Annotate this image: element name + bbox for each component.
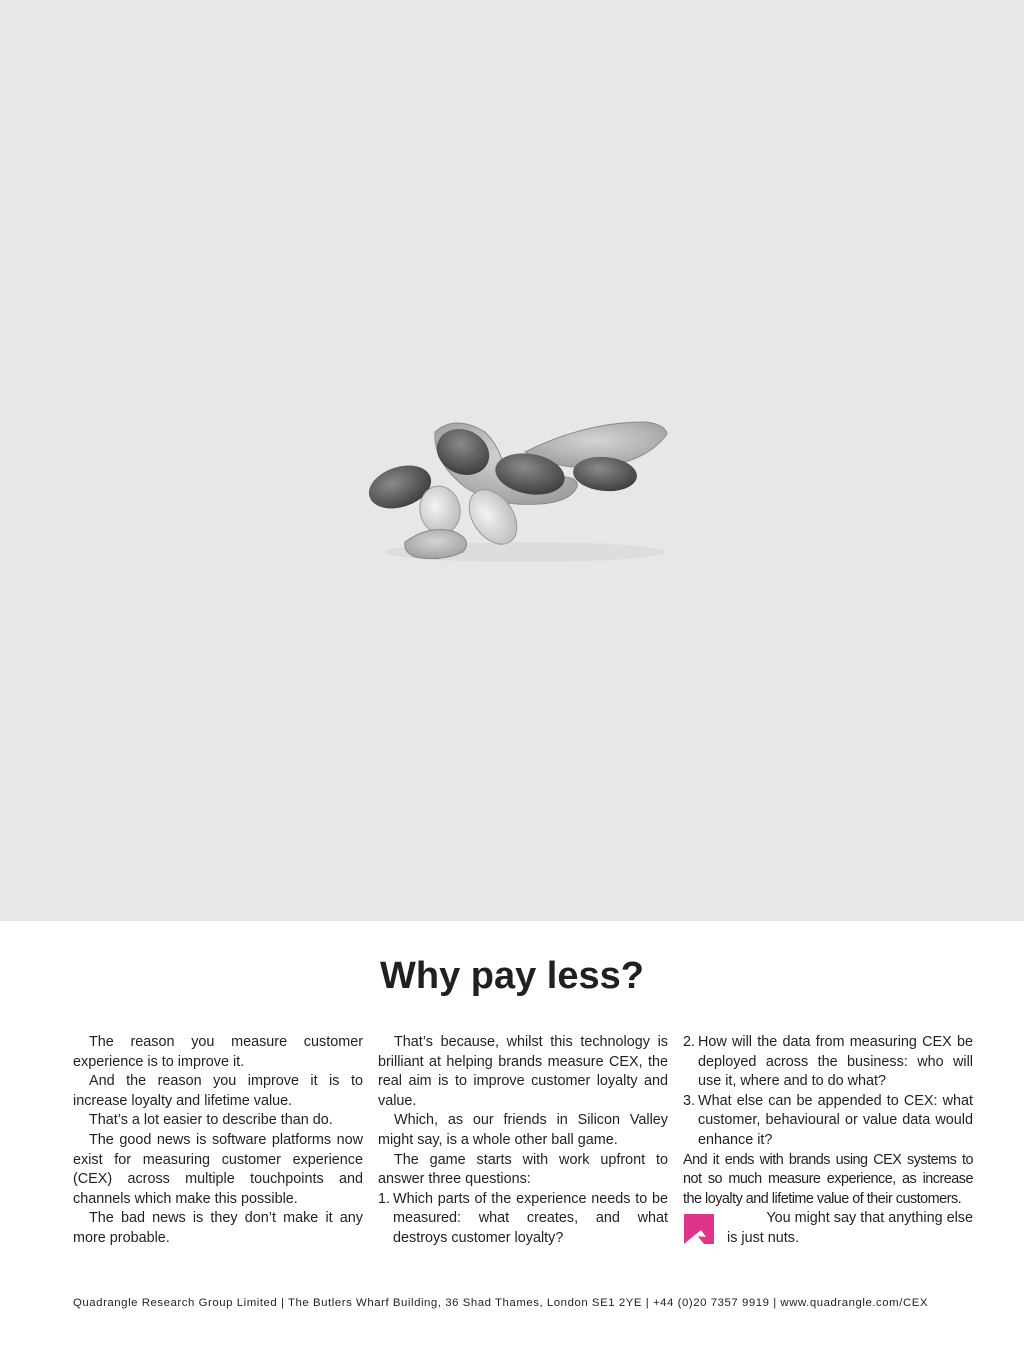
paragraph: Which, as our friends in Silicon Valley might say, is a whole other ball game. bbox=[378, 1112, 668, 1148]
footer-contact: Quadrangle Research Group Limited | The Butlers Wharf Building, 36 Shad Thames, London SE1 2YE | +44 (0)20 7357 9919 | www.quadrangle.com/CEX bbox=[73, 1297, 929, 1309]
body-column-3 bbox=[683, 1033, 973, 1249]
closing-line: You might say that anything else bbox=[766, 1210, 973, 1227]
list-number: 3. bbox=[683, 1092, 696, 1109]
paragraph: The game starts with work upfront to answer three questions: bbox=[378, 1151, 668, 1188]
paragraph: The good news is software platforms now exist for measuring customer experience (CEX) across multiple touchpoints and channels which make this possible. bbox=[73, 1131, 363, 1207]
list-number: 2. bbox=[683, 1034, 696, 1050]
paragraph: The bad news is they don’t make it any more probable. bbox=[73, 1210, 363, 1246]
list-text: Which parts of the experience needs to be measured: what creates, and what destroys customer loyalty? bbox=[393, 1190, 668, 1246]
list-item bbox=[683, 1092, 973, 1151]
paragraph: That’s because, whilst this technology is brilliant at helping brands measure CEX, the real aim is to improve customer loyalty and value. bbox=[378, 1034, 668, 1109]
list-number: 1. bbox=[378, 1190, 391, 1207]
body-column-1 bbox=[73, 1033, 363, 1249]
list-item bbox=[378, 1190, 668, 1249]
list-text: What else can be appended to CEX: what customer, behavioural or value data would enhance it? bbox=[698, 1092, 973, 1148]
quadrangle-logo-icon bbox=[684, 1214, 714, 1244]
closing-block bbox=[683, 1209, 973, 1248]
paragraph: The reason you measure customer experience is to improve it. bbox=[73, 1034, 363, 1070]
paragraph: That’s a lot easier to describe than do. bbox=[89, 1112, 333, 1129]
list-text: How will the data from measuring CEX be deployed across the business: who will use it, where and to do what? bbox=[698, 1034, 973, 1090]
list-item bbox=[683, 1033, 973, 1092]
body-column-2 bbox=[378, 1033, 668, 1249]
peanuts-illustration bbox=[355, 412, 685, 582]
closing-line: is just nuts. bbox=[727, 1229, 799, 1246]
paragraph: And it ends with brands using CEX systems to not so much measure experience, as increase the loyalty and lifetime value of their customers. bbox=[683, 1151, 973, 1207]
headline: Why pay less? bbox=[380, 955, 644, 997]
paragraph: And the reason you improve it is to increase loyalty and lifetime value. bbox=[73, 1073, 363, 1109]
